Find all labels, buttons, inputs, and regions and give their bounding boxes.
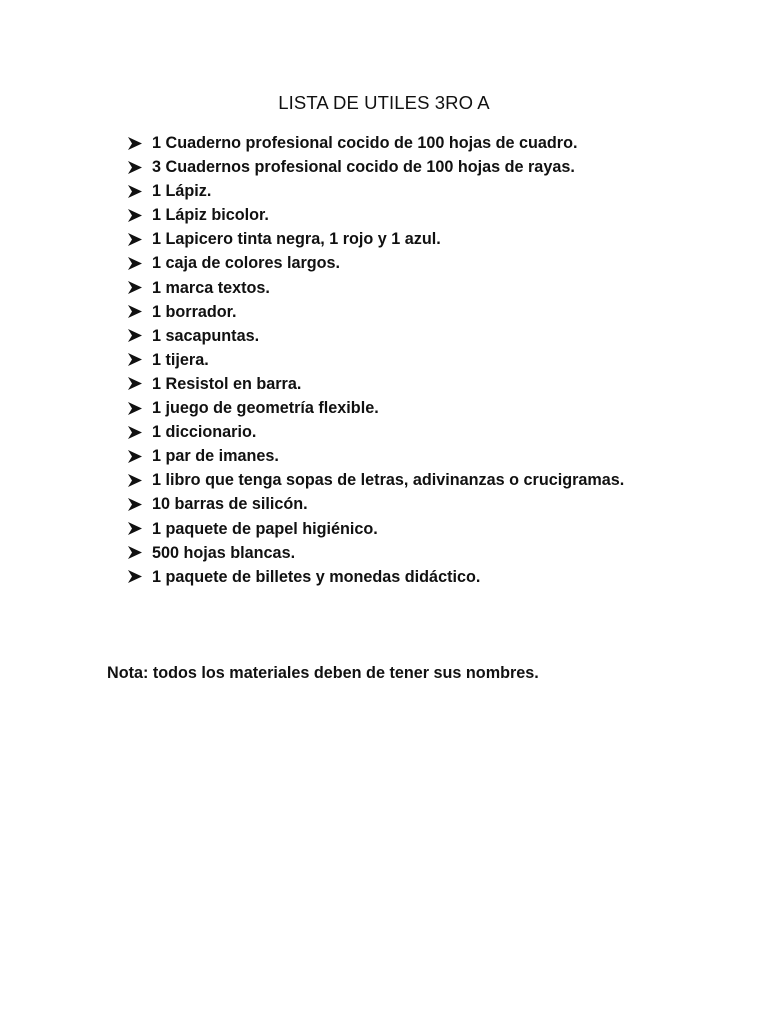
arrowhead-bullet-icon [128, 517, 152, 541]
arrowhead-bullet-icon [128, 468, 152, 492]
list-item [128, 131, 661, 155]
arrowhead-bullet-icon [128, 444, 152, 468]
list-item-text: 1 Resistol en barra. [152, 374, 302, 393]
list-item-text: 1 par de imanes. [152, 447, 279, 466]
list-item-text: 1 caja de colores largos. [152, 254, 341, 273]
list-item [128, 565, 661, 589]
supply-list [128, 131, 661, 589]
arrowhead-bullet-icon [128, 179, 152, 203]
list-item-text: 1 marca textos. [152, 278, 270, 297]
list-item-text: 1 borrador. [152, 302, 237, 321]
list-item [128, 276, 661, 300]
arrowhead-bullet-icon [128, 396, 152, 420]
list-item-text: 1 paquete de billetes y monedas didáctico. [152, 567, 481, 586]
list-item-text: 1 Lápiz. [152, 182, 212, 201]
list-item [128, 324, 661, 348]
list-item-text: 10 barras de silicón. [152, 495, 308, 514]
page-title: LISTA DE UTILES 3RO A [278, 92, 490, 113]
list-item-text: 1 sacapuntas. [152, 326, 260, 345]
list-item [128, 348, 661, 372]
note-text: Nota: todos los materiales deben de tener sus nombres. [107, 664, 539, 682]
arrowhead-bullet-icon [128, 348, 152, 372]
list-item [128, 517, 661, 541]
arrowhead-bullet-icon [128, 565, 152, 589]
arrowhead-bullet-icon [128, 251, 152, 275]
arrowhead-bullet-icon [128, 372, 152, 396]
list-item-text: 1 paquete de papel higiénico. [152, 519, 378, 538]
list-item [128, 468, 661, 492]
arrowhead-bullet-icon [128, 227, 152, 251]
list-item [128, 396, 661, 420]
list-item-text: 1 tijera. [152, 350, 209, 369]
list-item [128, 179, 661, 203]
list-item-text: 1 libro que tenga sopas de letras, adivinanzas o crucigramas. [152, 471, 625, 490]
arrowhead-bullet-icon [128, 324, 152, 348]
list-item-text: 3 Cuadernos profesional cocido de 100 hojas de rayas. [152, 158, 575, 177]
list-item-text: 1 Lápiz bicolor. [152, 206, 269, 225]
list-item [128, 300, 661, 324]
arrowhead-bullet-icon [128, 492, 152, 516]
list-item [128, 444, 661, 468]
arrowhead-bullet-icon [128, 541, 152, 565]
arrowhead-bullet-icon [128, 131, 152, 155]
list-item [128, 251, 661, 275]
list-item [128, 492, 661, 516]
list-item-text: 1 diccionario. [152, 423, 257, 442]
list-item [128, 420, 661, 444]
list-item-text: 500 hojas blancas. [152, 543, 296, 562]
list-item [128, 227, 661, 251]
arrowhead-bullet-icon [128, 300, 152, 324]
list-item [128, 541, 661, 565]
arrowhead-bullet-icon [128, 420, 152, 444]
list-item-text: 1 Lapicero tinta negra, 1 rojo y 1 azul. [152, 230, 441, 249]
arrowhead-bullet-icon [128, 203, 152, 227]
list-item [128, 203, 661, 227]
arrowhead-bullet-icon [128, 276, 152, 300]
list-item [128, 155, 661, 179]
list-item-text: 1 juego de geometría flexible. [152, 399, 379, 418]
arrowhead-bullet-icon [128, 155, 152, 179]
list-item-text: 1 Cuaderno profesional cocido de 100 hojas de cuadro. [152, 134, 578, 152]
list-item [128, 372, 661, 396]
